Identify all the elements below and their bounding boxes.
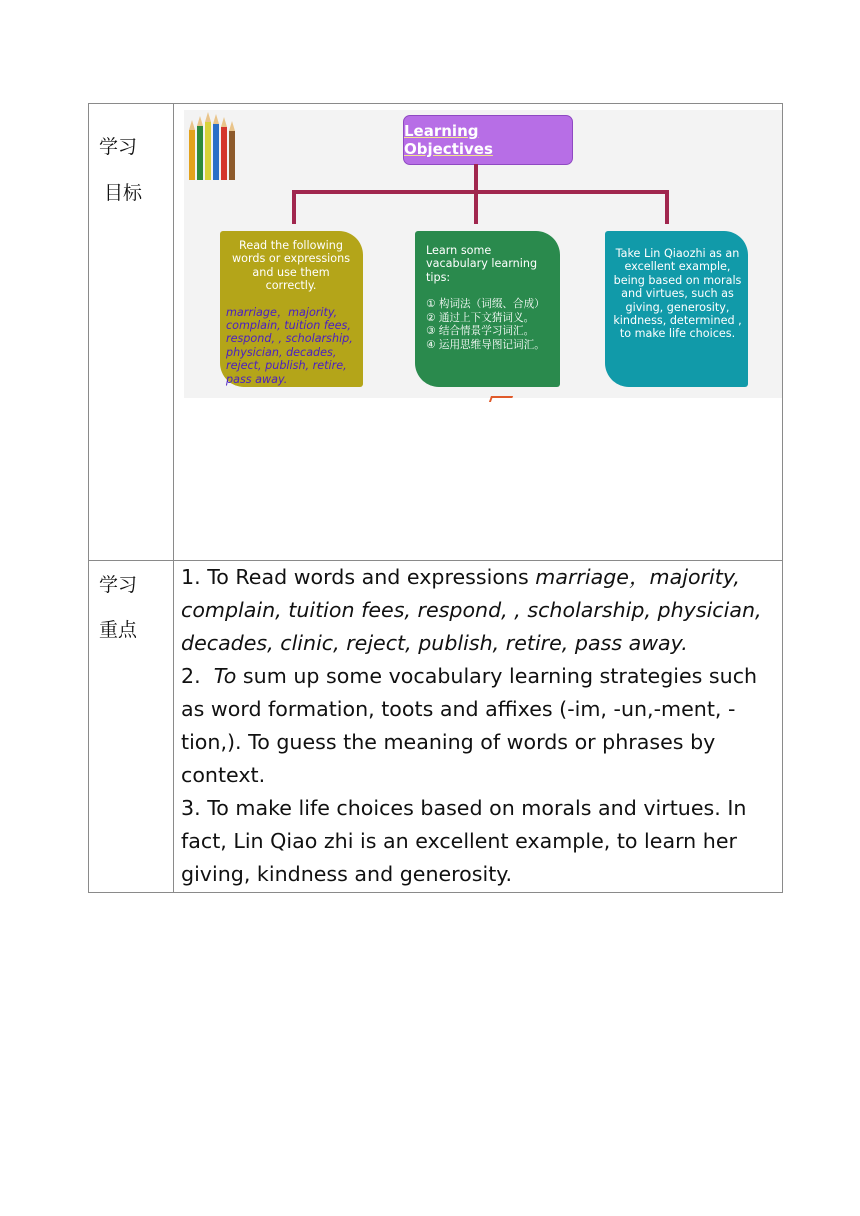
learning-objectives-title: Learning Objectives bbox=[403, 115, 573, 165]
focus-item-1 bbox=[181, 561, 781, 660]
focus-item-2-number: 2. bbox=[181, 664, 214, 688]
connector-right bbox=[665, 190, 669, 224]
focus-item-1-words: marriage，majority, complain, tuition fees, respond, , scholarship, physician, decades, clinic, reject, publish, retire, pass away. bbox=[181, 565, 762, 655]
focus-item-1-text: 1. To Read words and expressions bbox=[181, 565, 536, 589]
table-border-bottom bbox=[88, 892, 783, 893]
objective-box-vocabulary bbox=[220, 231, 363, 387]
table-column-divider bbox=[173, 103, 174, 893]
tip-item: ① 构词法（词缀、合成） bbox=[426, 298, 545, 311]
arrow-fragment bbox=[489, 396, 513, 402]
objective-box-tips-intro: Learn some vacabulary learning tips: bbox=[426, 244, 538, 284]
row-label-focus-line2: 重点 bbox=[99, 619, 138, 641]
tip-item: ② 通过上下文猜词义。 bbox=[426, 311, 535, 324]
learning-objectives-diagram bbox=[184, 110, 782, 398]
objective-box-tips bbox=[415, 231, 560, 387]
focus-item-2-to: To bbox=[213, 664, 237, 688]
connector-left bbox=[292, 190, 296, 224]
colored-pencils-icon bbox=[186, 112, 242, 180]
connector-middle bbox=[474, 190, 478, 224]
tip-item: ③ 结合情景学习词汇。 bbox=[426, 325, 535, 338]
objective-box-vocabulary-words: marriage，majority, complain, tuition fees, respond, , scholarship, physician, decades, reject, publish, retire, pass away. bbox=[226, 305, 353, 386]
row-label-objectives-line1: 学习 bbox=[99, 136, 138, 158]
focus-item-2 bbox=[181, 660, 781, 792]
objective-box-tips-list bbox=[426, 298, 556, 352]
table-border-right bbox=[782, 103, 783, 893]
objective-box-morals-text: Take Lin Qiaozhi as an excellent example, being based on morals and virtues, such as giving, generosity, kindness, determined , to make life choices. bbox=[613, 247, 742, 341]
row-label-objectives-line2: 目标 bbox=[104, 182, 143, 204]
focus-item-3: 3. To make life choices based on morals and virtues. In fact, Lin Qiao zhi is an excellent example, to learn her giving, kindness and generosity. bbox=[181, 796, 747, 886]
tip-item: ④ 运用思维导图记词汇。 bbox=[426, 339, 545, 351]
table-border-left bbox=[88, 103, 89, 893]
table-border-top bbox=[88, 103, 783, 104]
objective-box-morals bbox=[605, 231, 748, 387]
connector-horizontal bbox=[292, 190, 669, 194]
focus-item-2-text: sum up some vocabulary learning strategies such as word formation, toots and affixes (-im, -un,-ment, -tion,). To guess the meaning of words or phrases by context. bbox=[181, 664, 758, 787]
learning-focus-content bbox=[181, 561, 781, 891]
objective-box-vocabulary-intro: Read the following words or expressions and use them correctly. bbox=[231, 239, 351, 293]
row-label-focus-line1: 学习 bbox=[99, 574, 138, 596]
